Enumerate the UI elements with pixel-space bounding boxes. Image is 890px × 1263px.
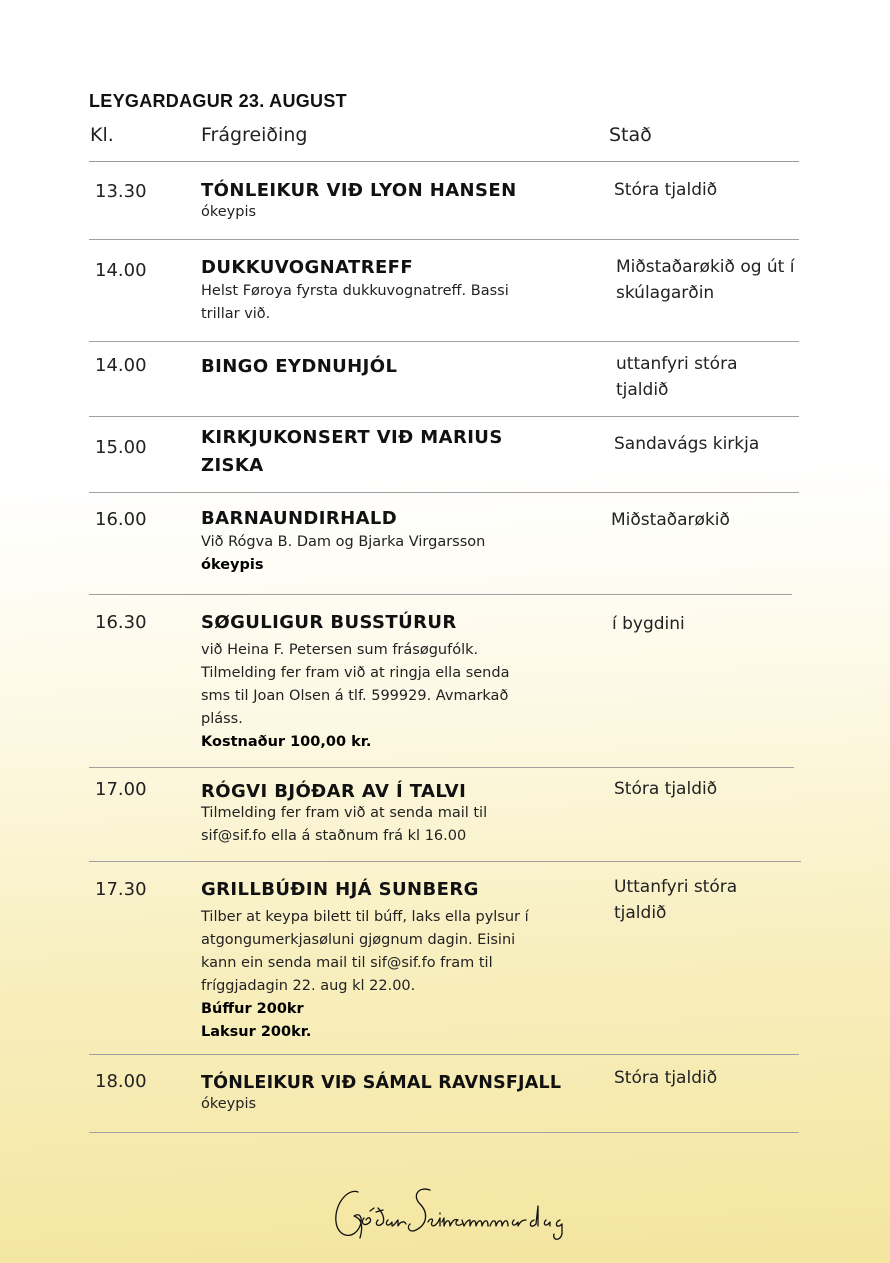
event-place: Stóra tjaldið — [614, 1068, 718, 1088]
event-line: sif@sif.fo ella á staðnum frá kl 16.00 — [201, 828, 467, 844]
event-title: TÓNLEIKUR VIÐ SÁMAL RAVNSFJALL — [201, 1073, 562, 1093]
event-title: TÓNLEIKUR VIÐ LYON HANSEN — [201, 180, 517, 201]
event-price: Búffur 200kr — [201, 1001, 304, 1017]
event-place: Miðstaðarøkið — [611, 510, 730, 530]
event-line: Við Rógva B. Dam og Bjarka Virgarsson — [201, 534, 486, 550]
event-title: GRILLBÚÐIN HJÁ SUNBERG — [201, 879, 479, 900]
event-description — [201, 254, 601, 326]
event-row — [89, 862, 799, 1055]
event-line: ókeypis — [201, 204, 257, 220]
event-time: 14.00 — [95, 355, 147, 376]
day-title: LEYGARDAGUR 23. AUGUST — [89, 91, 347, 111]
event-place: Stóra tjaldið — [614, 779, 718, 799]
event-line: Helst Føroya fyrsta dukkuvognatreff. Bassi — [201, 283, 509, 299]
event-row — [89, 240, 799, 342]
header-time: Kl. — [90, 124, 114, 146]
event-description — [201, 353, 601, 381]
event-line: Tilmelding fer fram við at ringja ella senda — [201, 665, 510, 681]
signature-logo — [330, 1178, 570, 1248]
event-title: BARNAUNDIRHALD — [201, 508, 398, 529]
event-line: kann ein senda mail til sif@sif.fo fram til — [201, 955, 493, 971]
event-line: pláss. — [201, 711, 243, 727]
event-place: Stóra tjaldið — [614, 180, 718, 200]
event-line: trillar við. — [201, 306, 271, 322]
event-line: Tilmelding fer fram við at senda mail til — [201, 805, 488, 821]
event-time: 13.30 — [95, 181, 147, 202]
event-description — [201, 424, 546, 480]
event-title: DUKKUVOGNATREFF — [201, 257, 414, 278]
event-description — [201, 177, 601, 224]
event-time: 17.00 — [95, 779, 147, 800]
event-place: Miðstaðarøkið og út í skúlagarðin — [616, 257, 795, 303]
event-title: RÓGVI BJÓÐAR AV Í TALVI — [201, 781, 467, 802]
event-description — [201, 609, 601, 754]
event-line: sms til Joan Olsen á tlf. 599929. Avmarkað — [201, 688, 509, 704]
event-row — [89, 342, 799, 417]
event-line: atgongumerkjasøluni gjøgnum dagin. Eisini — [201, 932, 516, 948]
event-description — [201, 876, 601, 1044]
table-header — [89, 124, 799, 162]
event-description — [201, 778, 601, 848]
event-place: Sandavágs kirkja — [614, 434, 760, 454]
event-line: fríggjadagin 22. aug kl 22.00. — [201, 978, 416, 994]
event-line: við Heina F. Petersen sum frásøgufólk. — [201, 642, 479, 658]
event-title: KIRKJUKONSERT VIÐ MARIUS ZISKA — [201, 427, 503, 476]
event-time: 16.30 — [95, 612, 147, 633]
event-title: BINGO EYDNUHJÓL — [201, 356, 398, 377]
event-time: 17.30 — [95, 879, 147, 900]
event-row — [89, 1055, 799, 1133]
header-description: Frágreiðing — [201, 124, 308, 146]
event-description — [201, 1069, 611, 1116]
event-place: Uttanfyri stóra tjaldið — [614, 877, 738, 923]
event-price: ókeypis — [201, 557, 264, 573]
event-time: 14.00 — [95, 260, 147, 281]
event-row — [89, 417, 799, 493]
event-row — [89, 595, 794, 768]
event-place: í bygdini — [612, 614, 685, 634]
event-time: 15.00 — [95, 437, 147, 458]
event-title: SØGULIGUR BUSSTÚRUR — [201, 612, 457, 633]
event-price: Laksur 200kr. — [201, 1024, 312, 1040]
event-row — [89, 493, 792, 595]
event-line: ókeypis — [201, 1096, 257, 1112]
event-row — [89, 163, 799, 240]
event-place: uttanfyri stóra tjaldið — [616, 354, 738, 400]
event-price: Kostnaður 100,00 kr. — [201, 734, 372, 750]
event-line: Tilber at keypa bilett til búff, laks ella pylsur í — [201, 909, 529, 925]
header-place: Stað — [609, 124, 652, 146]
event-description — [201, 505, 601, 577]
event-time: 16.00 — [95, 509, 147, 530]
event-row — [89, 768, 801, 862]
event-time: 18.00 — [95, 1071, 147, 1092]
